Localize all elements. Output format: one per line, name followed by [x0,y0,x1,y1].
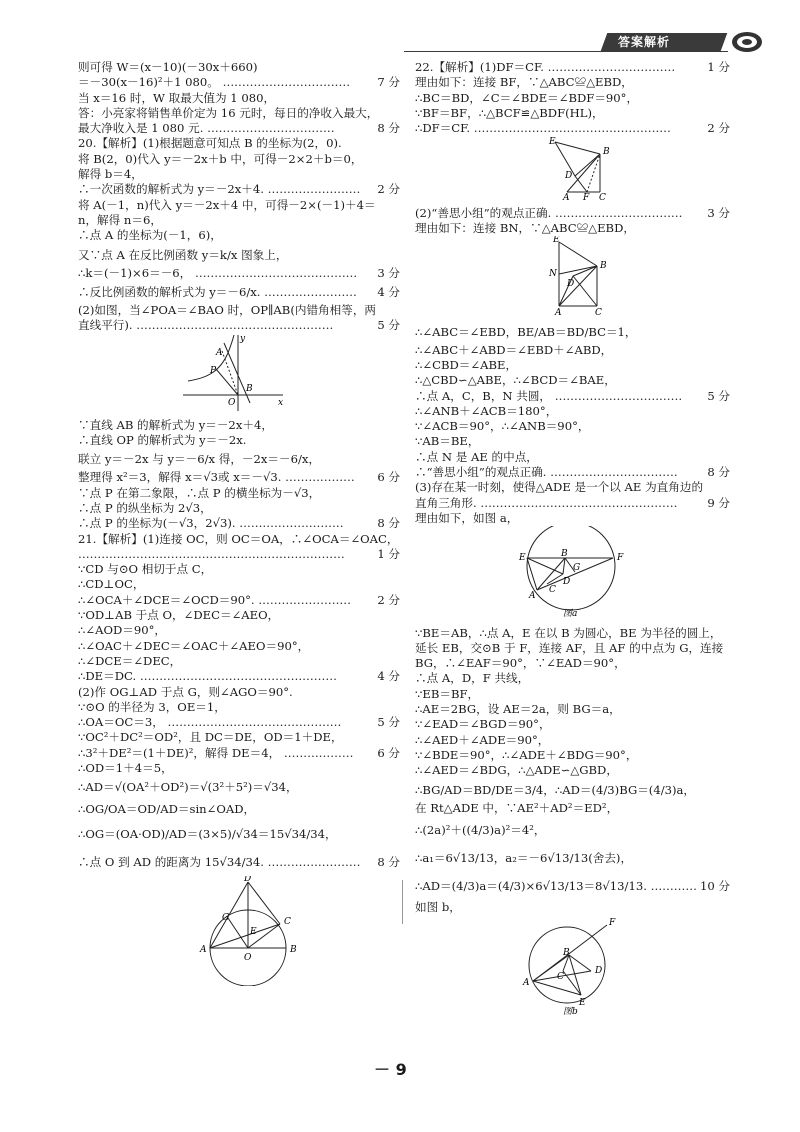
line-text: ∴3²＋DE²＝(1＋DE)²，解得 DE＝4， ……………… [78,745,354,760]
text-line [78,848,400,876]
score-label: 9 分 [707,495,730,510]
line-text: ∵AB＝BE， [415,434,480,449]
line-text: ∴AE＝2BG，设 AE＝2a，则 BG＝a， [415,702,621,717]
text-line [78,182,400,197]
score-label: 1 分 [377,546,400,561]
line-text: ∴点 A，C，B，N 共圆， …………………………… [415,388,683,403]
figure-label: G [573,563,581,574]
line-text: ∴∠AED＝∠BDG，∴△ADE∽△GBD， [415,763,618,778]
text-line [415,358,730,373]
line-text: (2)“善思小组”的观点正确. …………………………… [415,205,683,220]
line-text: 将 A(－1，n)代入 y＝－2x＋4 中，可得－2×(－1)＋4＝ [78,197,376,212]
text-line [415,702,730,717]
figure-label: C [284,917,291,928]
text-line [415,779,730,801]
line-text: ∴∠ABC＋∠ABD＝∠EBD＋∠ABD， [415,342,613,357]
line-text: ∴∠CBD＝∠ABE， [415,357,518,372]
text-line [78,669,400,684]
score-label: 1 分 [707,60,730,74]
figure-label: A [555,308,562,317]
figure-label: D [565,171,573,182]
figure-label: B [561,549,568,560]
figure-label: A [216,348,223,359]
score-label: 3 分 [377,265,400,280]
line-text: ∵BE＝AB，∴点 A，E 在以 B 为圆心，BE 为半径的圆上， [415,625,722,640]
line-text: 当 x＝16 时，W 取最大值为 1 080， [78,90,276,105]
line-text: 又∵点 A 在反比例函数 y＝k/x 图象上， [78,247,288,262]
score-label: 3 分 [707,205,730,220]
text-line [415,496,730,511]
line-text: ∴AD＝(4/3)a＝(4/3)×6√13/13＝8√13/13. ………… [415,878,697,893]
line-text: n，解得 n＝6， [78,212,162,227]
text-line [78,685,400,700]
line-text: ∴a₁＝6√13/13，a₂＝－6√13/13(舍去)， [415,850,633,865]
figure-label: B [563,948,570,959]
figure-label: A [523,978,530,989]
line-text: BG，∴∠EAF＝90°，∵∠EAD＝90°， [415,656,626,671]
right-column [415,60,730,1019]
line-text: …………………………………………………………… [78,546,345,561]
line-text: ∴OD＝1＋4＝5， [78,760,173,775]
line-text: ∴直线 OP 的解析式为 y＝－2x. [78,433,247,448]
line-text: ∵∠EAD＝∠BGD＝90°， [415,717,551,732]
score-label: 6 分 [377,470,400,485]
line-text: 理由如下，如图 a， [415,510,519,525]
line-text: 将 B(2，0)代入 y＝－2x＋b 中，可得－2×2＋b＝0， [78,151,363,166]
figure-label: O [244,953,252,964]
text-line [415,671,730,686]
text-line [78,730,400,745]
figure-label: N [549,269,557,280]
figure-f22c [415,526,730,625]
line-text: ∴点 N 是 AE 的中点， [415,449,538,464]
text-line [415,480,730,495]
line-text: ∴BC＝BD，∠C＝∠BDE＝∠BDF＝90°， [415,90,639,105]
figure-label: F [609,918,616,929]
line-text: 答：小亮家将销售单价定为 16 元时，每日的净收入最大， [78,105,379,120]
line-text: ∴点 A，D，F 共线， [415,671,530,686]
figure-f22a [415,136,730,205]
figure-label: D [595,966,603,977]
line-text: ∴∠AOD＝90°， [78,623,167,638]
line-text: 则可得 W＝(x－10)(－30x＋660) [78,60,258,74]
figure-label: x [278,398,284,409]
figure-label: C [549,585,556,596]
text-line [415,626,730,641]
text-line [415,872,730,900]
figure-f22b [415,236,730,320]
text-line [78,152,400,167]
figure-label: A [200,945,207,956]
figure-label: E [553,236,560,246]
line-text: ∴DF＝CF. …………………………………………… [415,121,671,136]
line-text: (2)如图，当∠POA＝∠BAO 时，OP∥AB(内错角相等，两 [78,302,377,317]
text-line [78,700,400,715]
text-line [78,761,400,776]
score-label: 2 分 [707,121,730,136]
page-number: － 9 [374,1060,407,1079]
text-line [78,75,400,90]
text-line [78,593,400,608]
score-label: 4 分 [377,669,400,684]
figure-label: D [244,876,252,885]
text-line [78,608,400,623]
line-text: ∴CD⊥OC， [78,577,145,592]
text-line [415,465,730,480]
text-line [415,404,730,419]
text-line [415,91,730,106]
text-line [415,75,730,90]
text-line [415,900,730,915]
figure-label: C [557,972,564,983]
line-text: ∴AD＝√(OA²＋OD²)＝√(3²＋5²)＝√34， [78,780,298,795]
text-line [415,656,730,671]
line-text: (2)作 OG⊥AD 于点 G，则∠AGO＝90°. [78,684,293,699]
line-text: ∴反比例函数的解析式为 y＝－6/x. …………………… [78,284,357,299]
text-line [415,221,730,236]
line-text: ∴OA＝OC＝3， ……………………………………… [78,715,342,730]
text-line [415,801,730,816]
text-line [78,577,400,592]
figure-label: D [563,577,571,588]
text-line [78,501,400,516]
line-text: ∴OG/OA＝OD/AD＝sin∠OAD， [78,802,256,817]
figure-label: F [583,193,590,202]
score-label: 5 分 [707,388,730,403]
figure-label: F [617,553,624,564]
text-line [78,639,400,654]
line-text: ∴∠ABC＝∠EBD，BE/AB＝BD/BC＝1， [415,324,637,339]
line-text: ∴∠AED＋∠ADE＝90°， [415,732,550,747]
figure-label: A [563,193,570,202]
line-text: ∵OD⊥AB 于点 O，∠DEC＝∠AEO， [78,608,280,623]
line-text: ∵CD 与⊙O 相切于点 C， [78,562,213,577]
score-label: 7 分 [377,75,400,90]
line-text: ∵BF＝BF，∴△BCF≌△BDF(HL)， [415,105,604,120]
text-line [415,343,730,358]
figure-label: A [529,591,536,602]
score-label: 5 分 [377,715,400,730]
line-text: 如图 b， [415,899,461,914]
line-text: ∴∠OCA＋∠DCE＝∠OCD＝90°. …………………… [78,592,352,607]
text-line [415,816,730,844]
text-line [78,228,400,243]
text-line [78,562,400,577]
score-label: 5 分 [377,318,400,333]
score-label: 2 分 [377,182,400,197]
text-line [415,106,730,121]
text-line [78,746,400,761]
line-text: 直角三角形. …………………………………………… [415,495,678,510]
line-text: ∴△CBD∽△ABE，∴∠BCD＝∠BAE， [415,373,616,388]
figure-label: G [222,913,230,924]
line-text: ∴“善思小组”的观点正确. …………………………… [415,465,678,480]
figure-label: E [519,553,526,564]
header-rule [404,51,728,52]
text-line [415,748,730,763]
line-text: ∴DE＝DC. …………………………………………… [78,669,337,684]
text-line [78,715,400,730]
line-text: ∴一次函数的解析式为 y＝－2x＋4. …………………… [78,182,361,197]
header-title: 答案解析 [618,35,671,49]
column-divider [402,880,403,924]
text-line [78,623,400,638]
line-text: ∵点 P 在第二象限，∴点 P 的横坐标为－√3， [78,485,321,500]
line-text: 解得 b＝4， [78,167,143,182]
figure-caption: 图b [563,1007,578,1016]
score-label: 8 分 [377,516,400,531]
figure-label: P [210,366,217,377]
text-line [415,717,730,732]
line-text: 整理得 x²＝3，解得 x＝√3或 x＝－√3. ……………… [78,470,355,485]
text-line [78,106,400,121]
line-text: 22.【解析】(1)DF＝CF. …………………………… [415,60,676,74]
text-line [78,213,400,228]
line-text: 直线平行). …………………………………………… [78,318,334,333]
text-line [78,798,400,820]
text-line [78,448,400,470]
line-text: 21.【解析】(1)连接 OC，则 OC＝OA，∴∠OCA＝∠OAC， [78,531,399,546]
figure-label: B [246,384,253,395]
line-text: ∵OC²＋DC²＝OD²，且 DC＝DE，OD＝1＋DE， [78,730,343,745]
figure-f21 [78,876,400,990]
line-text: ∴点 A 的坐标为(－1，6)， [78,228,222,243]
text-line [78,121,400,136]
line-text: ∴∠ANB＋∠ACB＝180°， [415,403,558,418]
line-text: ∵EB＝BF， [415,686,480,701]
score-label: 8 分 [377,121,400,136]
figure-label: D [567,279,575,290]
left-column [78,60,400,991]
text-line [78,820,400,848]
text-line [78,303,400,318]
text-line [78,547,400,562]
figure-label: B [290,945,297,956]
figure-label: B [600,261,607,272]
text-line [78,516,400,531]
text-line [415,733,730,748]
text-line [78,198,400,213]
line-text: ∴k＝(－1)×6＝－6， …………………………………… [78,265,358,280]
text-line [78,60,400,75]
line-text: 联立 y＝－2x 与 y＝－6/x 得，－2x＝－6/x， [78,452,321,467]
text-line [415,641,730,656]
figure-label: E [250,927,257,938]
text-line [415,60,730,75]
text-line [78,532,400,547]
score-label: 8 分 [377,855,400,870]
score-label: 2 分 [377,592,400,607]
line-text: (3)存在某一时刻，使得△ADE 是一个以 AE 为直角边的 [415,480,704,495]
figure-label: E [549,137,556,148]
line-text: ∴点 O 到 AD 的距离为 15√34/34. …………………… [78,855,361,870]
book-logo-icon [730,29,764,55]
text-line [78,486,400,501]
text-line [78,266,400,281]
figure-label: C [595,308,602,317]
text-line [78,470,400,485]
figure-label: E [579,998,586,1009]
text-line [78,244,400,266]
text-line [78,433,400,448]
score-label: 8 分 [707,465,730,480]
text-line [78,167,400,182]
line-text: 理由如下：连接 BN，∵△ABC≌△EBD， [415,221,635,236]
score-label: 6 分 [377,745,400,760]
figure-label: B [603,147,610,158]
text-line [415,121,730,136]
text-line [415,389,730,404]
score-label: 10 分 [699,878,730,893]
figure-label: C [599,193,606,202]
line-text: 延长 EB，交⊙B 于 F，连接 AF，且 AF 的中点为 G，连接 [415,640,724,655]
figure-f20 [78,333,400,417]
text-line [415,511,730,526]
line-text: ∴点 P 的坐标为(－√3，2√3). ……………………… [78,516,344,531]
line-text: ∵∠ACB＝90°，∴∠ANB＝90°， [415,419,590,434]
figure-label: O [228,398,236,409]
line-text: ∴点 P 的纵坐标为 2√3， [78,500,212,515]
text-line [415,419,730,434]
line-text: ∵∠BDE＝90°，∴∠ADE＋∠BDG＝90°， [415,747,638,762]
figure-f22d [415,915,730,1019]
text-line [415,373,730,388]
line-text: 理由如下：连接 BF，∵△ABC≌△EBD， [415,75,633,90]
figure-label: y [240,334,246,345]
text-line [78,281,400,303]
text-line [78,318,400,333]
text-line [78,776,400,798]
text-line [78,91,400,106]
text-line [78,654,400,669]
text-line [415,434,730,449]
line-text: ∴(2a)²＋((4/3)a)²＝4²， [415,822,546,837]
text-line [415,687,730,702]
line-text: ∴OG＝(OA·OD)/AD＝(3×5)/√34＝15√34/34， [78,827,337,842]
score-label: 4 分 [377,284,400,299]
line-text: ＝－30(x－16)²＋1 080。 …………………………… [78,75,351,90]
line-text: ∴∠DCE＝∠DEC， [78,653,182,668]
line-text: ∴BG/AD＝BD/DE＝3/4，∴AD＝(4/3)BG＝(4/3)a， [415,782,696,797]
text-line [415,844,730,872]
line-text: ∴∠OAC＋∠DEC＝∠OAC＋∠AEO＝90°， [78,638,310,653]
text-line [415,763,730,778]
text-line [415,206,730,221]
line-text: 在 Rt△ADE 中，∵AE²＋AD²＝ED²， [415,800,619,815]
line-text: 20.【解析】(1)根据题意可知点 B 的坐标为(2，0). [78,136,342,151]
text-line [78,418,400,433]
text-line [78,136,400,151]
text-line [415,450,730,465]
line-text: ∵直线 AB 的解析式为 y＝－2x＋4， [78,417,273,432]
text-line [415,321,730,343]
figure-caption: 图a [563,609,578,620]
line-text: 最大净收入是 1 080 元. …………………………… [78,121,335,136]
line-text: ∵⊙O 的半径为 3，OE＝1， [78,699,226,714]
